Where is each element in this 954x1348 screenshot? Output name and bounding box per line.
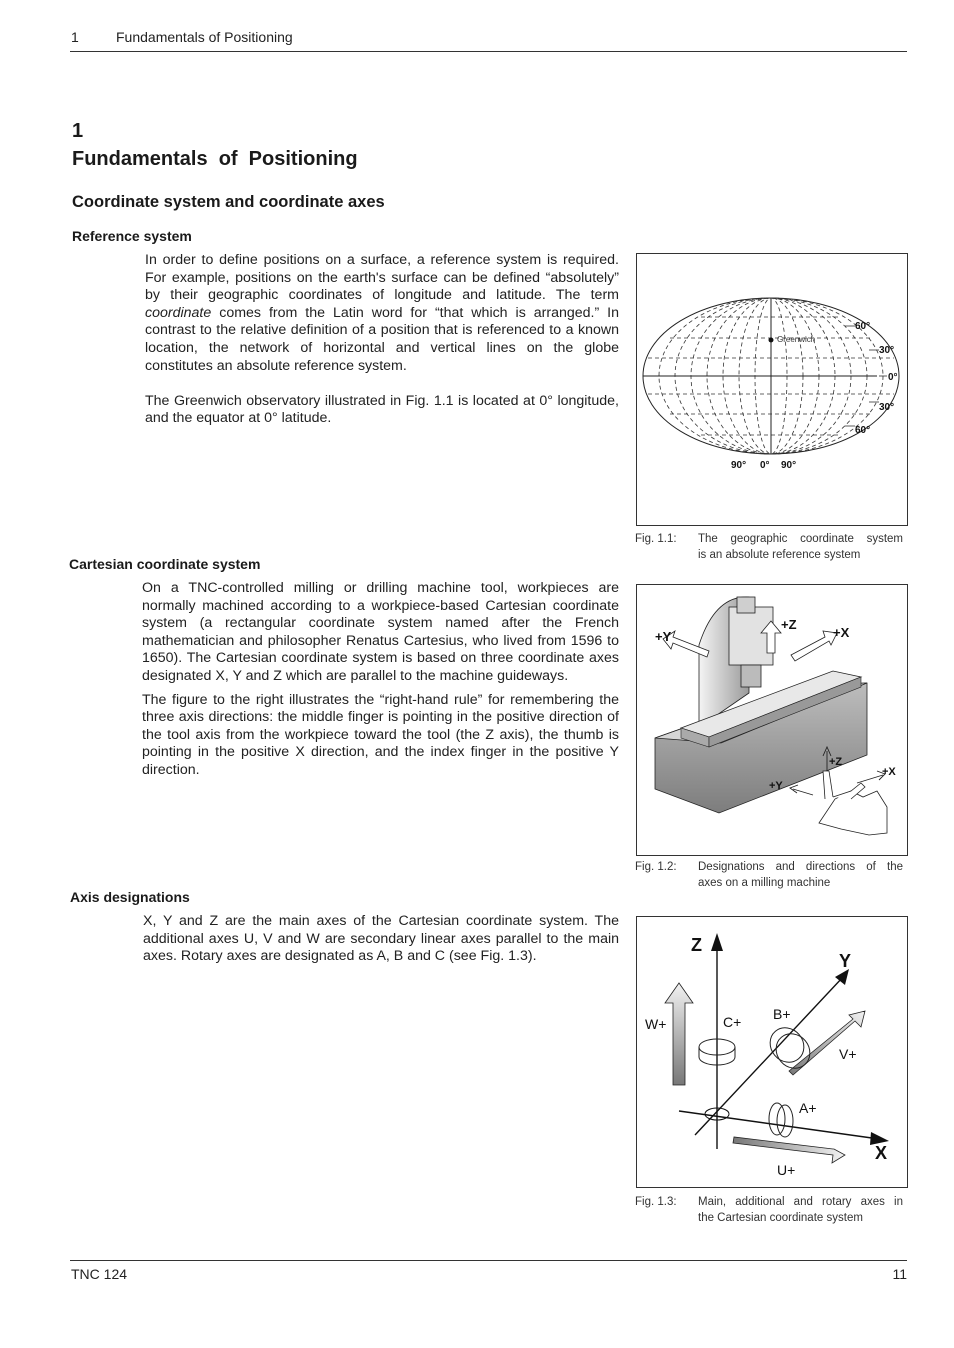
lon-label-90w: 90° bbox=[731, 460, 747, 471]
figure-axes bbox=[636, 916, 908, 1188]
ref-para1-em: coordinate bbox=[145, 304, 212, 321]
machine-label-x: +X bbox=[833, 625, 850, 640]
machine-label-z: +Z bbox=[781, 617, 797, 632]
milling-machine-drawing bbox=[637, 585, 907, 855]
header-chapter-number: 1 bbox=[71, 29, 79, 45]
cartesian-para1: On a TNC-controlled milling or drilling machine tool, workpieces are normally machined according to a workpiece-based Cartesian coordinate system (a rectangular coordinate system named after the French mathematician and philosopher Renatus Cartesius, who lived from 1596 to 1650). The Cartesian coordinate system is based on three coordinate axes designated X, Y and Z which are parallel to the machine guideways. bbox=[142, 580, 619, 684]
fig1-caption-line2: is an absolute reference system bbox=[698, 548, 861, 561]
footer-rule bbox=[70, 1260, 907, 1261]
lat-label-30s: 30° bbox=[879, 402, 895, 413]
ref-para1-pre: In order to define positions on a surface, a reference system is required. For example, positions on the earth's surface can be defined “absolutely” by their geographic coordinates of longitude and latitude. The term bbox=[145, 252, 619, 304]
cartesian-para2: The figure to the right illustrates the “right-hand rule” for remembering the three axis directions: the middle finger is pointing in the positive direction of the tool axis from the workpiece toward the tool (the Z axis), the thumb is pointing in the positive X direction, and the index finger in the positive Y direction. bbox=[142, 691, 619, 778]
label-u-plus: U+ bbox=[777, 1162, 796, 1178]
axis-designations-text bbox=[143, 913, 619, 972]
lat-label-60s: 60° bbox=[855, 425, 871, 436]
globe-drawing bbox=[637, 254, 907, 525]
lat-label-30n: 30° bbox=[879, 345, 895, 356]
axes-drawing bbox=[637, 917, 907, 1187]
figure-1-1-caption bbox=[635, 532, 905, 564]
fig2-number: Fig. 1.2: bbox=[635, 861, 677, 873]
fig1-caption-line1: The geographic coordinate system bbox=[698, 533, 903, 545]
lon-label-90e: 90° bbox=[781, 460, 797, 471]
section-title: Coordinate system and coordinate axes bbox=[72, 193, 385, 211]
axis-label-z: Z bbox=[691, 935, 702, 955]
figure-1-2-caption bbox=[635, 860, 905, 892]
ref-para2: The Greenwich observatory illustrated in Fig. 1.1 is located at 0° longitude, and the equator at 0° latitude. bbox=[145, 392, 619, 427]
hand-label-y: +Y bbox=[769, 780, 783, 792]
subheading-reference-system: Reference system bbox=[72, 228, 192, 244]
label-c-plus: C+ bbox=[723, 1014, 742, 1030]
label-b-plus: B+ bbox=[773, 1006, 791, 1022]
label-a-plus: A+ bbox=[799, 1100, 817, 1116]
greenwich-label: Greenwich bbox=[777, 335, 816, 344]
chapter-number: 1 bbox=[72, 120, 84, 142]
figure-globe bbox=[636, 253, 908, 526]
subheading-axis-designations: Axis designations bbox=[70, 889, 190, 905]
label-w-plus: W+ bbox=[645, 1016, 667, 1032]
axis-label-x: X bbox=[875, 1143, 888, 1163]
axis-label-y: Y bbox=[839, 951, 852, 971]
lat-label-60n: 60° bbox=[855, 321, 871, 332]
fig2-caption-line1: Designations and directions of the bbox=[698, 861, 903, 873]
chapter-title: Fundamentals of Positioning bbox=[72, 148, 358, 170]
fig1-number: Fig. 1.1: bbox=[635, 533, 677, 545]
fig3-caption-line1: Main, additional and rotary axes in bbox=[698, 1196, 903, 1208]
footer-product: TNC 124 bbox=[71, 1266, 128, 1282]
fig3-caption-line2: the Cartesian coordinate system bbox=[698, 1211, 863, 1224]
lon-label-0: 0° bbox=[760, 460, 770, 471]
reference-system-text bbox=[145, 252, 619, 434]
subheading-cartesian: Cartesian coordinate system bbox=[69, 556, 261, 572]
figure-1-3-caption bbox=[635, 1195, 905, 1227]
hand-label-z: +Z bbox=[829, 756, 843, 768]
figure-milling-machine bbox=[636, 584, 908, 856]
hand-label-x: +X bbox=[882, 766, 896, 778]
z-arrowhead bbox=[711, 933, 723, 951]
header-rule bbox=[70, 51, 907, 52]
ref-para1-post: comes from the Latin word for “that which is arranged.” In contrast to the relative definition of a position that is referenced to a known location, the network of horizontal and vertical lines on the globe constitutes an absolute reference system. bbox=[145, 304, 619, 374]
header-chapter-title: Fundamentals of Positioning bbox=[116, 29, 293, 45]
fig3-number: Fig. 1.3: bbox=[635, 1196, 677, 1208]
fig2-caption-line2: axes on a milling machine bbox=[698, 876, 831, 889]
cartesian-text bbox=[142, 580, 619, 786]
greenwich-marker bbox=[769, 338, 774, 343]
page-number: 11 bbox=[892, 1266, 907, 1282]
axis-para: X, Y and Z are the main axes of the Cartesian coordinate system. The additional axes U, V and W are secondary linear axes parallel to the main axes. Rotary axes are designated as A, B and C (see Fig. 1.3). bbox=[143, 913, 619, 965]
lat-label-0: 0° bbox=[888, 372, 898, 383]
label-v-plus: V+ bbox=[839, 1046, 857, 1062]
machine-label-y: +Y bbox=[655, 629, 672, 644]
